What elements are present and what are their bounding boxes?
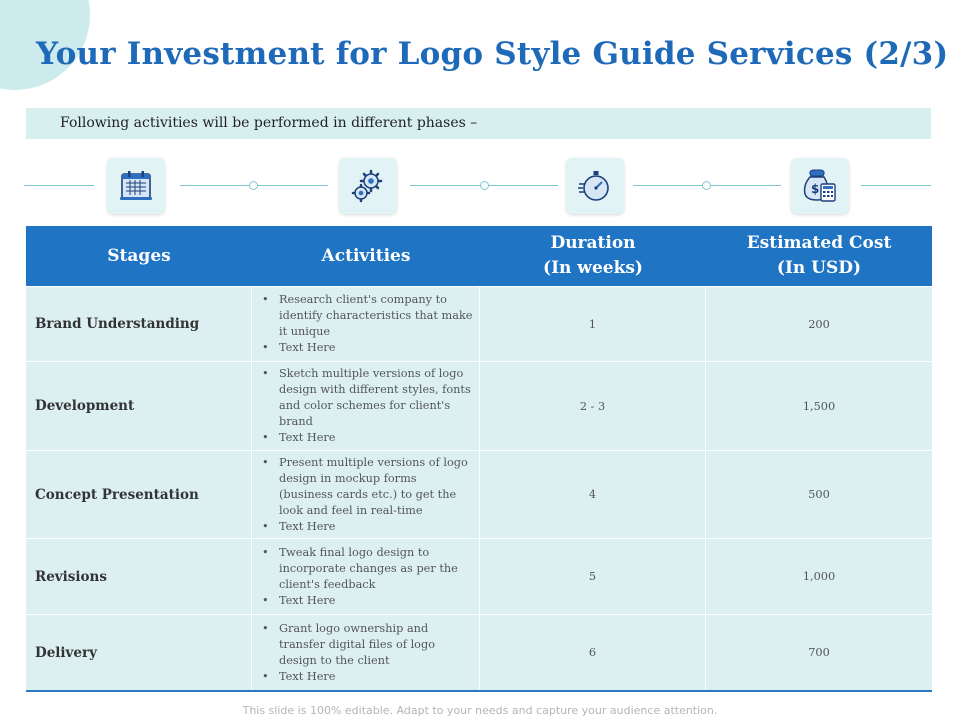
activities-cell <box>252 451 480 538</box>
connector-line <box>24 185 94 186</box>
header-activities <box>252 226 480 286</box>
activity-item: • Present multiple versions of logo design in mockup forms (business cards etc.) to get the look and feel in real-time <box>260 455 473 519</box>
subtitle-banner <box>26 108 931 139</box>
activities-cell <box>252 287 480 361</box>
phase-icon-row <box>0 155 960 217</box>
activity-item: • Text Here <box>260 593 473 609</box>
gears-icon <box>339 158 397 214</box>
duration-cell: 2 - 3 <box>480 362 706 450</box>
connector-node <box>249 181 258 190</box>
table-row <box>26 450 932 538</box>
table-row <box>26 286 932 361</box>
header-duration <box>480 226 706 286</box>
stage-cell: Development <box>26 362 252 450</box>
footer-note: This slide is 100% editable. Adapt to your needs and capture your audience attention. <box>242 704 718 717</box>
duration-cell: 4 <box>480 451 706 538</box>
activity-item: • Tweak final logo design to incorporate changes as per the client's feedback <box>260 545 473 593</box>
stage-cell: Revisions <box>26 539 252 614</box>
activity-item: • Text Here <box>260 669 473 685</box>
page-title: Your Investment for Logo Style Guide Services (2/3) <box>36 36 949 72</box>
stage-cell: Delivery <box>26 615 252 690</box>
header-stages-label: Stages <box>107 245 171 266</box>
table-header <box>26 226 932 286</box>
activity-item: • Grant logo ownership and transfer digital files of logo design to the client <box>260 621 473 669</box>
header-cost-label: Estimated Cost <box>746 233 892 253</box>
header-cost <box>706 226 932 286</box>
activities-cell <box>252 362 480 450</box>
activity-item: • Sketch multiple versions of logo design with different styles, fonts and color schemes for client's brand <box>260 366 473 430</box>
stage-cell: Brand Understanding <box>26 287 252 361</box>
connector-node <box>702 181 711 190</box>
duration-cell: 6 <box>480 615 706 690</box>
investment-table <box>26 226 932 692</box>
activity-item: • Text Here <box>260 430 473 446</box>
cost-cell: 200 <box>808 317 830 331</box>
activities-cell <box>252 539 480 614</box>
duration-cell: 1 <box>480 287 706 361</box>
cost-cell: 500 <box>808 488 830 501</box>
activities-cell <box>252 615 480 690</box>
cost-cell: 1,500 <box>802 399 836 413</box>
header-stages <box>26 226 252 286</box>
svg-text:$: $ <box>811 182 820 196</box>
activity-item: • Research client's company to identify characteristics that make it unique <box>260 292 473 340</box>
table-row <box>26 538 932 614</box>
activity-item: • Text Here <box>260 340 473 356</box>
calendar-icon <box>107 158 165 214</box>
header-cost-unit: (In USD) <box>776 258 862 278</box>
duration-cell: 5 <box>480 539 706 614</box>
stage-cell: Concept Presentation <box>26 451 252 538</box>
table-row <box>26 614 932 690</box>
table-row <box>26 361 932 450</box>
header-duration-unit: (In weeks) <box>543 258 643 278</box>
money-calculator-icon <box>791 158 849 214</box>
header-duration-label: Duration <box>550 233 636 253</box>
connector-line <box>861 185 931 186</box>
activity-item: • Text Here <box>260 519 473 535</box>
stopwatch-icon <box>566 158 624 214</box>
cost-cell: 1,000 <box>802 570 836 583</box>
header-activities-label: Activities <box>321 245 411 266</box>
connector-node <box>480 181 489 190</box>
cost-cell: 700 <box>808 646 830 659</box>
subtitle-text: Following activities will be performed in different phases – <box>60 115 478 131</box>
